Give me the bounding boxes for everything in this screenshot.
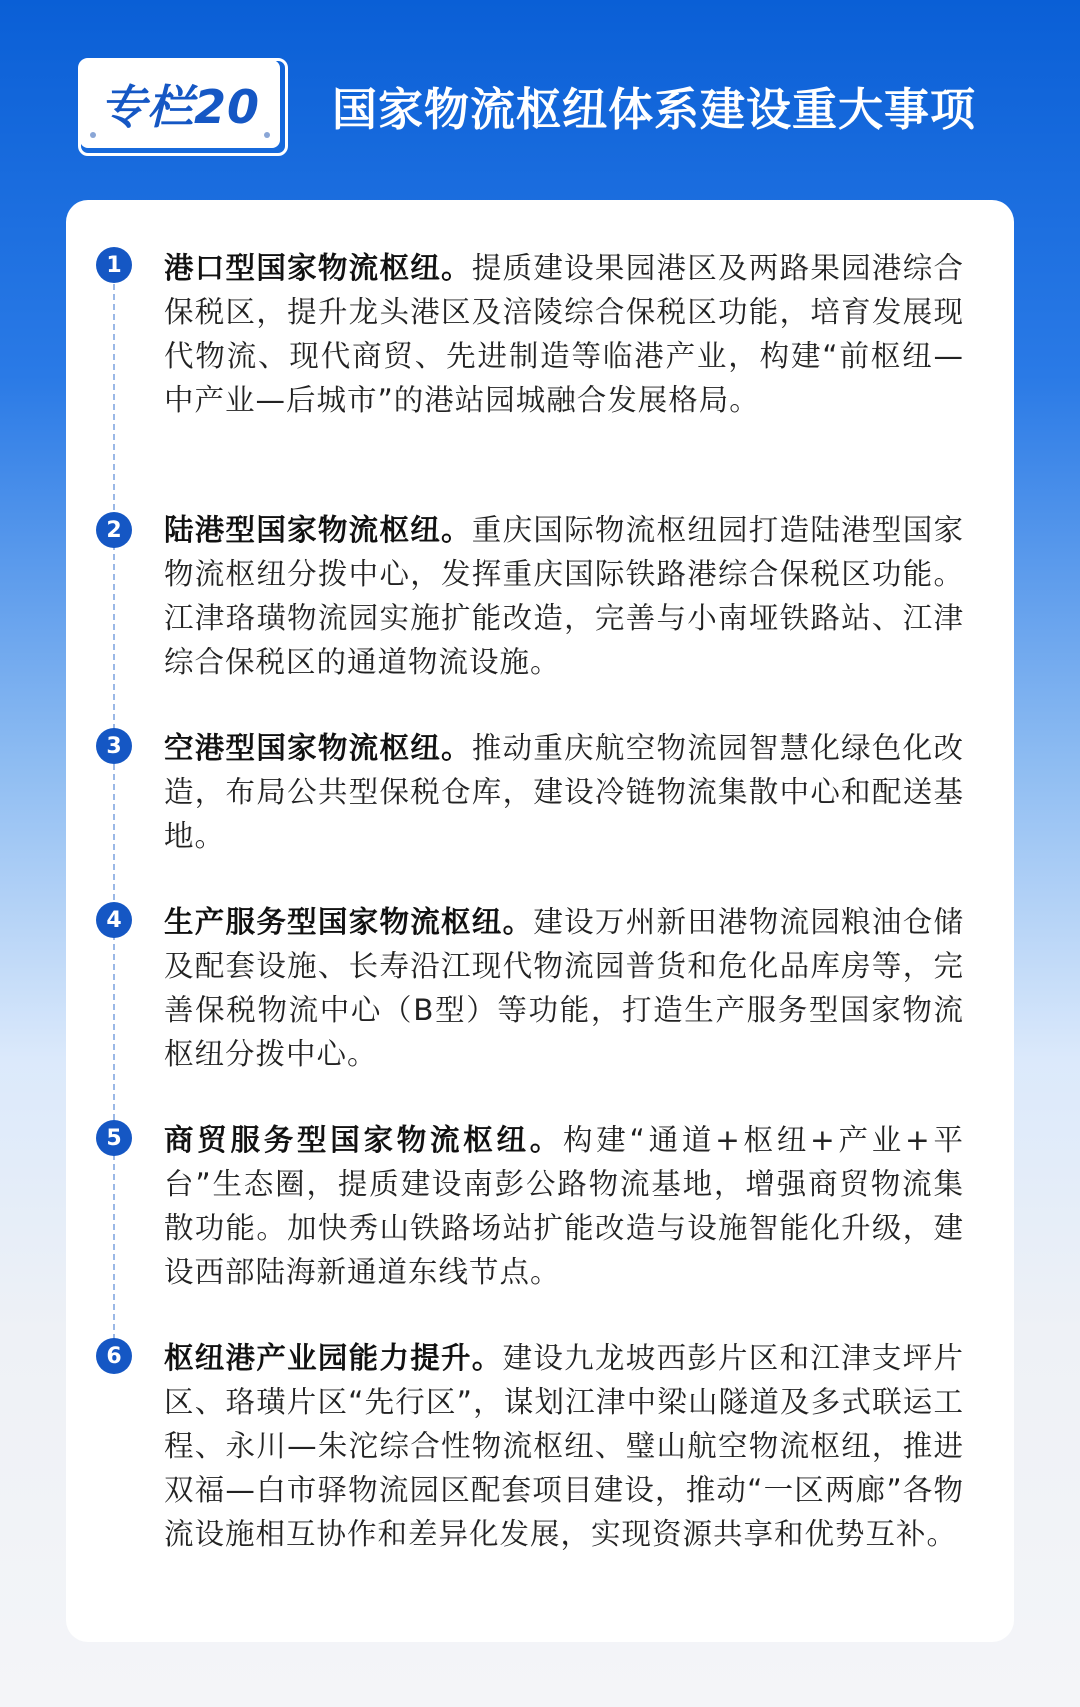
badge-dot-right <box>264 132 270 138</box>
list-item <box>164 246 964 422</box>
item-text <box>164 1336 964 1556</box>
column-badge <box>78 58 288 156</box>
page-title: 国家物流枢纽体系建设重大事项 <box>332 83 977 136</box>
item-body: 重庆国际物流枢纽园打造陆港型国家物流枢纽分拨中心，发挥重庆国际铁路港综合保税区功能。江津珞璜物流园实施扩能改造，完善与小南垭铁路站、江津综合保税区的通道物流设施。 <box>164 513 964 679</box>
item-body: 建设万州新田港物流园粮油仓储及配套设施、长寿沿江现代物流园普货和危化品库房等，完善保税物流中心（B型）等功能，打造生产服务型国家物流枢纽分拨中心。 <box>164 905 964 1071</box>
item-text <box>164 726 964 858</box>
item-number-3: 3 <box>96 728 132 764</box>
item-heading: 商贸服务型国家物流枢纽。 <box>164 1123 564 1157</box>
item-text <box>164 246 964 422</box>
badge-dot-left <box>90 132 96 138</box>
column-badge-inner <box>80 60 280 148</box>
item-number-5: 5 <box>96 1120 132 1156</box>
item-heading: 枢纽港产业园能力提升。 <box>164 1341 503 1375</box>
item-text <box>164 508 964 684</box>
item-body: 构建“通道+枢纽+产业+平台”生态圈，提质建设南彭公路物流基地，增强商贸物流集散功能。加快秀山铁路场站扩能改造与设施智能化升级，建设西部陆海新通道东线节点。 <box>164 1123 964 1289</box>
list-item <box>164 1118 964 1294</box>
item-body: 提质建设果园港区及两路果园港综合保税区，提升龙头港区及涪陵综合保税区功能，培育发展现代物流、现代商贸、先进制造等临港产业，构建“前枢纽—中产业—后城市”的港站园城融合发展格局。 <box>164 251 964 417</box>
item-heading: 陆港型国家物流枢纽。 <box>164 513 472 547</box>
item-body: 推动重庆航空物流园智慧化绿色化改造，布局公共型保税仓库，建设冷链物流集散中心和配送基地。 <box>164 731 964 853</box>
column-badge-label: 专栏20 <box>99 80 260 134</box>
item-body: 建设九龙坡西彭片区和江津支坪片区、珞璜片区“先行区”，谋划江津中梁山隧道及多式联运工程、永川—朱沱综合性物流枢纽、璧山航空物流枢纽，推进双福—白市驿物流园区配套项目建设，推动“一区两廊”各物流设施相互协作和差异化发展，实现资源共享和优势互补。 <box>164 1341 964 1551</box>
item-heading: 生产服务型国家物流枢纽。 <box>164 905 534 939</box>
list-item <box>164 900 964 1076</box>
item-number-1: 1 <box>96 247 132 283</box>
list-item <box>164 726 964 858</box>
list-item <box>164 1336 964 1556</box>
item-text <box>164 1118 964 1294</box>
item-number-4: 4 <box>96 902 132 938</box>
item-number-6: 6 <box>96 1338 132 1374</box>
timeline-line <box>113 264 115 1360</box>
item-heading: 空港型国家物流枢纽。 <box>164 731 472 765</box>
item-number-2: 2 <box>96 512 132 548</box>
list-item <box>164 508 964 684</box>
item-text <box>164 900 964 1076</box>
item-heading: 港口型国家物流枢纽。 <box>164 251 472 285</box>
